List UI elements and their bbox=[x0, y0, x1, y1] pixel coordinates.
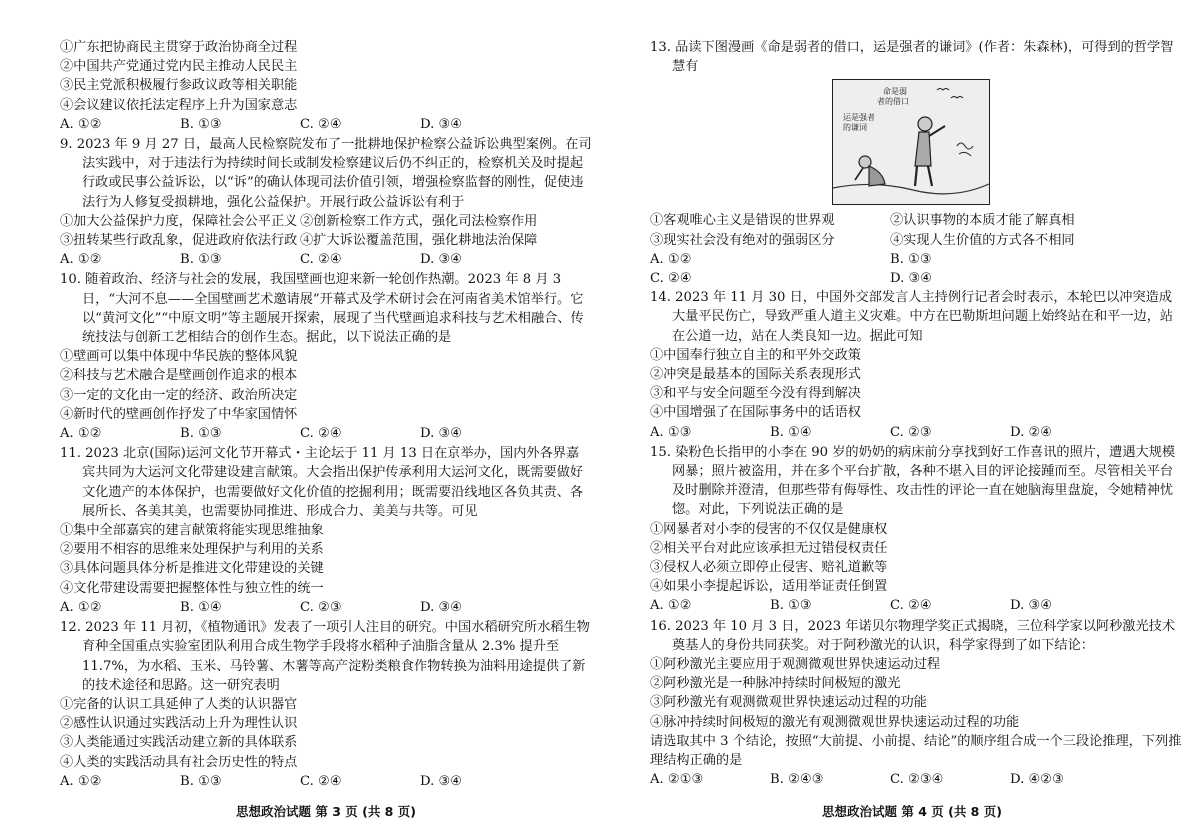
question-stem: 11. 2023 北京(国际)运河文化节开幕式・主论坛于 11 月 13 日在京举办，国内外各界嘉宾共同为大运河文化带建设建言献策。大会指出保护传承利用大运河文化，既需要做好文化遗产的本体保护，也需要做好文化价值的挖掘利用；既需要沿线地区各负其责、各展所长、各美其美，也需要协同推进、形成合力、美美与共等。可见 bbox=[60, 446, 584, 519]
page-footer: 思想政治试题 第 4 页 (共 8 页) bbox=[822, 804, 1002, 819]
question-14 bbox=[650, 288, 1182, 442]
choice-b: B. ①③ bbox=[180, 116, 222, 132]
cartoon-caption: 运是强者 bbox=[843, 113, 875, 123]
question-instruction: 请选取其中 3 个结论，按照“大前提、小前提、结论”的顺序组合成一个三段论推理，下列推理结构正确的是 bbox=[650, 733, 1182, 769]
option: ①壁画可以集中体现中华民族的整体风貌 bbox=[60, 349, 298, 365]
choice-a: A. ①② bbox=[60, 773, 102, 789]
choice-d: D. ④②③ bbox=[1010, 772, 1064, 788]
choice-b: B. ①③ bbox=[890, 251, 932, 267]
choice-d: D. ③④ bbox=[420, 116, 463, 132]
option: ①阿秒激光主要应用于观测微观世界快速运动过程 bbox=[650, 657, 941, 673]
choice-b: B. ①④ bbox=[180, 599, 222, 615]
option: ④文化带建设需要把握整体性与独立性的统一 bbox=[60, 580, 324, 596]
cartoon-caption: 命是弱 bbox=[883, 87, 907, 97]
option: ③和平与安全问题至今没有得到解决 bbox=[650, 386, 861, 402]
option: ④新时代的壁画创作抒发了中华家国情怀 bbox=[60, 406, 298, 422]
option: ③阿秒激光有观测微观世界快速运动过程的功能 bbox=[650, 695, 927, 711]
option: ④脉冲持续时间极短的激光有观测微观世界快速运动过程的功能 bbox=[650, 714, 1020, 730]
answer-choices bbox=[60, 250, 592, 269]
option: ①中国奉行独立自主的和平外交政策 bbox=[650, 347, 861, 363]
question-stem: 15. 染粉色长指甲的小李在 90 岁的奶奶的病床前分享找到好工作喜讯的照片，遭遇大规模网暴；照片被盗用，并在多个平台扩散，各种不堪入目的评论接踵而至。尽管相关平台及时删除并澄清，但那些带有侮辱性、攻击性的评论一直在她脑海里盘旋，令她精神忧惚。对此，下列说法正确的是 bbox=[650, 444, 1176, 518]
choice-d: D. ②④ bbox=[1010, 424, 1053, 440]
choice-b: B. ②④③ bbox=[770, 772, 824, 788]
choice-b: B. ①③ bbox=[180, 426, 222, 442]
options bbox=[60, 212, 592, 250]
choice-b: B. ①③ bbox=[180, 773, 222, 789]
answer-choices bbox=[650, 596, 1182, 615]
answer-choices bbox=[650, 770, 1182, 789]
choice-c: C. ②④ bbox=[300, 773, 342, 789]
question-stem: 16. 2023 年 10 月 3 日，2023 年诺贝尔物理学奖正式揭晓，三位科学家以阿秒激光技术奠基人的身份共同获奖。对于阿秒激光的认识，科学家得到了如下结论： bbox=[650, 618, 1176, 653]
option: ①完备的认识工具延伸了人类的认识器官 bbox=[60, 696, 298, 712]
question-13 bbox=[650, 38, 1182, 288]
question-15 bbox=[650, 443, 1182, 616]
option: ①广东把协商民主贯穿于政治协商全过程 bbox=[60, 40, 298, 55]
choice-a: A. ①② bbox=[60, 599, 102, 615]
question-9 bbox=[60, 135, 592, 269]
choice-d: D. ③④ bbox=[420, 773, 463, 789]
choice-c: C. ②③④ bbox=[890, 772, 944, 788]
option: ②感性认识通过实践活动上升为理性认识 bbox=[60, 716, 298, 732]
question-8-tail bbox=[60, 38, 592, 134]
option: ②中国共产党通过党内民主推动人民民主 bbox=[60, 59, 298, 75]
option: ④人类的实践活动具有社会历史性的特点 bbox=[60, 754, 298, 770]
cartoon-drawing bbox=[833, 80, 989, 204]
answer-choices bbox=[60, 772, 592, 791]
choice-d: D. ③④ bbox=[420, 599, 463, 615]
option: ②创新检察工作方式，强化司法检察作用 bbox=[300, 213, 538, 229]
question-stem: 10. 随着政治、经济与社会的发展，我国壁画也迎来新一轮创作热潮。2023 年 8 月 3 日，“大河不息——全国壁画艺术邀请展”开幕式及学术研讨会在河南省美术馆举行。它以“黄河文化”“中原文明”等主题展开探索，展现了当代壁画追求科技与艺术相融合、传统技法与创新工艺相结合的创作生态。据此，以下说法正确的是 bbox=[60, 272, 584, 346]
option: ③人类能通过实践活动建立新的具体联系 bbox=[60, 735, 298, 751]
option: ①客观唯心主义是错误的世界观 bbox=[650, 213, 835, 229]
answer-choices bbox=[650, 423, 1182, 442]
question-16 bbox=[650, 617, 1182, 790]
option: ②科技与艺术融合是壁画创作追求的根本 bbox=[60, 368, 298, 384]
choice-d: D. ③④ bbox=[420, 252, 463, 268]
page-footer: 思想政治试题 第 3 页 (共 8 页) bbox=[236, 804, 416, 819]
answer-choices bbox=[60, 424, 592, 443]
choice-c: C. ②④ bbox=[890, 598, 932, 614]
choice-a: A. ①② bbox=[60, 116, 102, 132]
question-12 bbox=[60, 618, 592, 791]
choice-a: A. ①② bbox=[650, 598, 692, 614]
choice-c: C. ②④ bbox=[300, 252, 342, 268]
choice-a: A. ①② bbox=[60, 426, 102, 442]
option: ②相关平台对此应该承担无过错侵权责任 bbox=[650, 540, 888, 556]
option: ④如果小李提起诉讼，适用举证责任倒置 bbox=[650, 579, 888, 595]
cartoon-caption: 者的借口 bbox=[877, 97, 909, 107]
choice-c: C. ②③ bbox=[890, 424, 932, 440]
cartoon-illustration bbox=[832, 79, 990, 205]
choice-c: C. ②④ bbox=[650, 271, 692, 287]
option: ④中国增强了在国际事务中的话语权 bbox=[650, 405, 861, 421]
question-stem: 14. 2023 年 11 月 30 日，中国外交部发言人主持例行记者会时表示，本轮巴以冲突造成大量平民伤亡，导致严重人道主义灾难。中方在巴勒斯坦问题上始终站在和平一边，站在公道一边，站在人类良知一边。据此可知 bbox=[650, 290, 1174, 344]
question-stem: 9. 2023 年 9 月 27 日，最高人民检察院发布了一批耕地保护检察公益诉讼典型案例。在司法实践中，对于违法行为持续时间长或制发检察建议后仍不纠正的，检察机关及时提起行政或民事公益诉讼，以“诉”的确认体现司法价值引领，增强检察监督的刚性，促使违法行为人修复受损耕地，强化公益保护。开展行政公益诉讼有利于 bbox=[60, 137, 592, 210]
question-11 bbox=[60, 444, 592, 617]
cartoon-caption: 的谦词 bbox=[843, 123, 867, 133]
choice-c: C. ②④ bbox=[300, 426, 342, 442]
choice-a: A. ①③ bbox=[650, 424, 692, 440]
choice-d: D. ③④ bbox=[420, 426, 463, 442]
choice-a: A. ①② bbox=[650, 251, 692, 267]
answer-choices bbox=[60, 115, 592, 134]
option: ④会议建议依托法定程序上升为国家意志 bbox=[60, 97, 298, 113]
option: ③一定的文化由一定的经济、政治所决定 bbox=[60, 387, 298, 403]
option: ③现实社会没有绝对的强弱区分 bbox=[650, 232, 835, 248]
option: ②要用不相容的思维来处理保护与利用的关系 bbox=[60, 542, 324, 558]
choice-d: D. ③④ bbox=[890, 271, 933, 287]
choice-c: C. ②④ bbox=[300, 116, 342, 132]
answer-choices bbox=[60, 598, 592, 617]
option: ②阿秒激光是一种脉冲持续时间极短的激光 bbox=[650, 676, 901, 692]
option: ③扭转某些行政乱象，促进政府依法行政 bbox=[60, 233, 298, 249]
option: ①加大公益保护力度，保障社会公平正义 bbox=[60, 213, 298, 229]
option: ③民主党派积极履行参政议政等相关职能 bbox=[60, 78, 298, 94]
option: ④扩大诉讼覆盖范围，强化耕地法治保障 bbox=[300, 233, 538, 249]
right-page bbox=[650, 38, 1182, 791]
choice-b: B. ①④ bbox=[770, 424, 812, 440]
options bbox=[650, 211, 1182, 288]
choice-d: D. ③④ bbox=[1010, 598, 1053, 614]
question-10 bbox=[60, 270, 592, 443]
option: ③侵权人必须立即停止侵害、赔礼道歉等 bbox=[650, 560, 888, 576]
question-stem: 13. 品读下图漫画《命是弱者的借口，运是强者的谦词》(作者：朱森林)，可得到的哲学智慧有 bbox=[650, 40, 1174, 75]
option: ③具体问题具体分析是推进文化带建设的关键 bbox=[60, 561, 324, 577]
option: ①网暴者对小李的侵害的不仅仅是健康权 bbox=[650, 521, 888, 537]
choice-a: A. ①② bbox=[60, 252, 102, 268]
choice-b: B. ①③ bbox=[180, 252, 222, 268]
option: ②认识事物的本质才能了解真相 bbox=[890, 213, 1075, 229]
option: ④实现人生价值的方式各不相同 bbox=[890, 232, 1075, 248]
choice-a: A. ②①③ bbox=[650, 772, 704, 788]
question-stem: 12. 2023 年 11 月初，《植物通讯》发表了一项引人注目的研究。中国水稻研究所水稻生物育种全国重点实验室团队利用合成生物学手段将水稻种子油脂含量从 2.3% 提升至 11.7%，为水稻、玉米、马铃薯、木薯等高产淀粉类粮食作物转换为油料用途提供了新的技术途径和思路。这一研究表明 bbox=[60, 620, 590, 693]
option: ①集中全部嘉宾的建言献策将能实现思维抽象 bbox=[60, 523, 324, 539]
left-page bbox=[60, 38, 592, 792]
choice-b: B. ①③ bbox=[770, 598, 812, 614]
choice-c: C. ②③ bbox=[300, 599, 342, 615]
option: ②冲突是最基本的国际关系表现形式 bbox=[650, 367, 861, 383]
